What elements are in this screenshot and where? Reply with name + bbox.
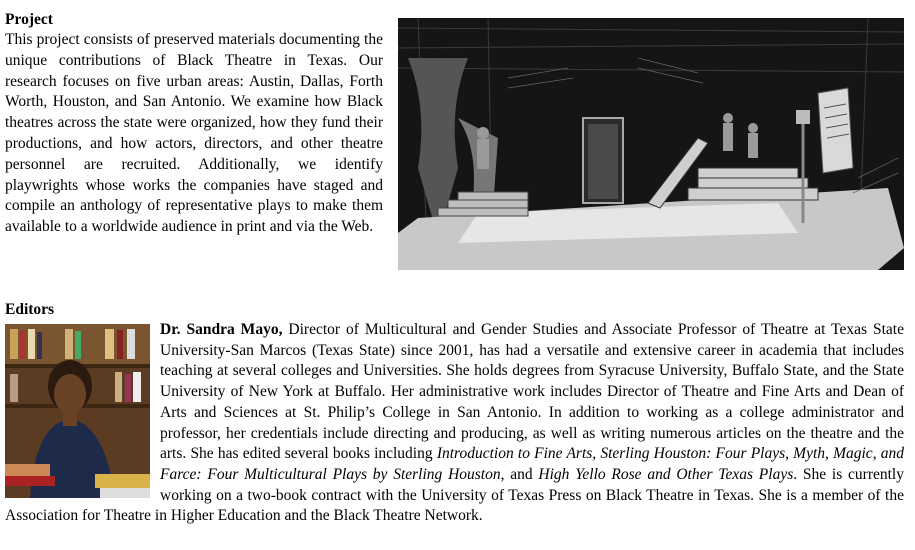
bio-text-part3: . She is currently working on a two-book contract with the University of Texas Press on Black Theatre in Texas. She is a member of the Association for Theatre in Higher Education and the Black Theatre Network. xyxy=(5,465,904,525)
bio-text-part1: Director of Multicultural and Gender Studies and Associate Professor of Theatre at Texas State University-San Marcos (Texas State) since 2001, has had a versatile and extensive career in academia that includes teaching at several colleges and Universities. She holds degrees from Syracuse University, Buffalo State, and the State University of New York at Buffalo. Her administrative work includes Director of Theatre and Fine Arts and Dean of Arts and Sciences at St. Philip’s College in San Antonio. In addition to working as a college administrator and professor, her credentials include directing and producing, as well as writing numerous articles on the theatre and the arts. She has edited several books including xyxy=(160,321,904,463)
bio-text-part2: , and xyxy=(500,465,539,483)
editor-portrait-photo xyxy=(5,324,150,498)
stage-set-sketch-image xyxy=(398,18,904,270)
editor-name: Dr. Sandra Mayo, xyxy=(160,321,283,338)
project-heading: Project xyxy=(5,11,53,28)
book-title-2: High Yello Rose and Other Texas Plays xyxy=(538,465,794,483)
editors-section xyxy=(5,300,904,527)
editors-heading: Editors xyxy=(5,301,55,318)
book-titles-1: Introduction to Fine Arts, Sterling Houston: Four Plays, Myth, Magic, and Farce: Four Multicultural Plays by Sterling Houston xyxy=(160,445,905,483)
project-description: This project consists of preserved materials documenting the unique contributions of Black Theatre in Texas. Our research focuses on five urban areas: Austin, Dallas, Forth Worth, Houston, and San Antonio. We examine how Black theatres across the state were organized, how they fund their productions, and how actors, directors, and other theatre personnel are recruited. Additionally, we identify playwrights whose works the companies have staged and compile an anthology of representative plays to make them available to a worldwide audience in print and via the Web. xyxy=(5,31,383,236)
project-section xyxy=(5,10,383,238)
